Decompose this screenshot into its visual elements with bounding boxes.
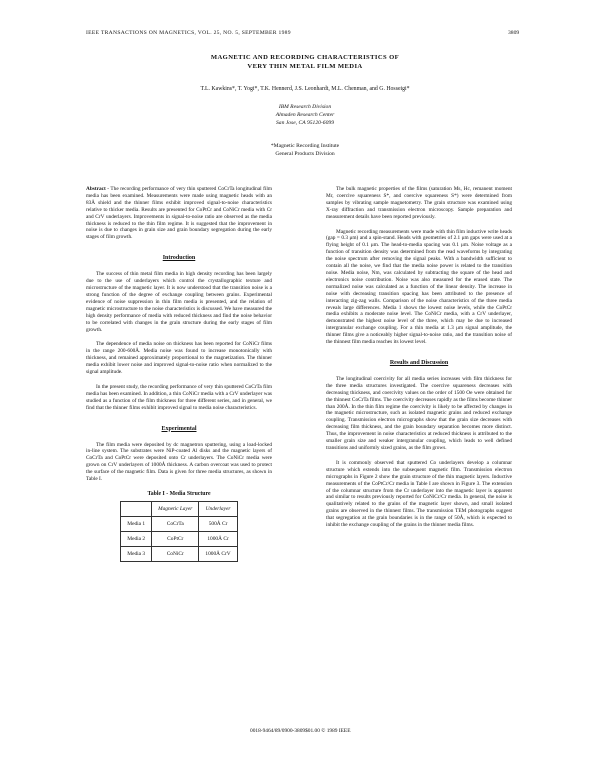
body-paragraph: The longitudinal coercivity for all media series increases with film thickness for the three media structures investigated. The coercive squareness decreases with decreasing thickness, and coercivity values on the order of 1500 Oe were obtained for the thinnest CoCrTa films. The coercivity decreases rapidly as the films become thinner than 200Å. In the thin film regime the coercivity is likely to be affected by changes in the magnetic microstructure, such as isolated magnetic grains and reduced exchange coupling. Transmission electron micrographs show that the grain size decreases with decreasing film thickness, and the grain boundary separation becomes more distinct. Thus, the improvement in noise characteristics at reduced thickness is attributed to the smaller grain size and weaker intergranular coupling, which leads to well defined transitions and uniformly sized grains, as the film grows.	[326, 375, 512, 451]
body-paragraph: The film media were deposited by dc magnetron sputtering, using a load-locked in-line system. The substrates were NiP-coated Al disks and the magnetic layers of CoCrTa and CoPtCr were deposited onto Cr underlayers. The CoNiCr media were grown on CrV underlayers of 1000Å thickness. A carbon overcoat was used to protect the surface of the magnetic film. Data is given for three media structures, as shown in Table I.	[86, 441, 272, 483]
affiliation-line: *Magnetic Recording Institute	[270, 143, 340, 149]
table-row	[121, 547, 237, 562]
page-number: 3809	[508, 30, 520, 36]
author-list: T.L. Kawkins*, T. Yogi*, T.K. Hennerd, J.S. Leonhardt, M.L. Chenman, and G. Hosseigi*	[200, 86, 410, 92]
paper-title-line-2: VERY THIN METAL FILM MEDIA	[247, 63, 363, 70]
table-cell: 1000Å Cr	[199, 532, 237, 547]
table-cell: Media 2	[121, 532, 152, 547]
table-cell: CoCrTa	[152, 517, 199, 532]
abstract-text: - The recording performance of very thin sputtered CoCrTa longitudinal film media has been examined. Measurements were made using magnetic heads with an 83Å shield and the thinner films exhibit improved signal-to-noise characteristics relative to thicker media. Results are presented for CoPtCr and CoNiCr media with Cr and CrV underlayers. Improvements in signal-to-noise ratio are observed as the media thickness is reduced to the thin film regime. It is suggested that the improvement in noise is due to changes in grain size and grain boundary segregation during the early stages of film growth.	[86, 186, 272, 241]
section-heading-experimental: Experimental	[161, 425, 197, 432]
table-row	[121, 517, 237, 532]
table-caption: Table I - Media Structure	[147, 491, 211, 497]
table-cell: 1000Å CrV	[199, 547, 237, 562]
body-paragraph: In the present study, the recording performance of very thin sputtered CoCrTa film media has been examined. In addition, a thin CoNiCr media with a CrV underlayer was studied as a function of the film thickness for three different series, and in general, we find that the thinner films exhibit improved signal to media noise characteristics.	[86, 383, 272, 411]
left-column	[86, 186, 272, 562]
table-header-cell: Underlayer	[199, 502, 237, 517]
section-heading-results: Results and Discussion	[389, 359, 449, 366]
body-paragraph: The bulk magnetic properties of the films (saturation Ms, Hc, remanent moment Mr, coercive squareness S*, and coercive squareness S*) were determined from samples by vibrating sample magnetometry. The grain structure was examined using X-ray diffraction and transmission electron microscopy. Sample preparation and measurement details have been reported previously.	[326, 186, 512, 220]
table-cell: CoNiCr	[152, 547, 199, 562]
table-cell: Media 1	[121, 517, 152, 532]
body-paragraph: Magnetic recording measurements were made with thin film inductive write heads (gap = 0.3 μm) and a spin-stand. Heads with geometries of 2.1 μm gaps were used at a flying height of 0.1 μm. The head-to-media spacing was 0.1 μm. Noise voltage as a function of transition density was determined from the read waveforms by integrating the noise spectrum after removing the signal peaks. With a bandwidth sufficient to contain all the noise, we find that the media noise power is related to the transition noise. Media noise, Nm, was calculated by subtracting the square of the head and electronics noise contribution. Noise was also measured for the erased state. The normalized noise was calculated as a function of the linear density. The increase in noise with decreasing transition spacing has been attributed to the presence of interacting zig-zag walls. Comparison of the noise characteristics of the three media reveals large differences. Media 1 shows the lowest noise levels, while the CoPtCr media exhibits a moderate noise level. The CoNiCr media, with a CrV underlayer, demonstrated the highest noise level of the three, which may be due to increased intergranular exchange coupling. For a thin media at 1.3 μm signal amplitude, the thinner films give a noticeably higher signal-to-noise ratio, and the transition noise of the thinnest film media reaches its lowest level.	[326, 228, 512, 346]
media-structure-table	[120, 501, 237, 562]
body-paragraph: It is commonly observed that sputtered Co underlayers develop a columnar structure which extends into the subsequent magnetic film. Transmission electron micrographs in Figure 2 show the grain structure of the thin magnetic layers. Inductive measurements of the CoPtCr/Cr media in Table I are shown in Figure 3. The extension of the columnar structure from the Cr underlayer into the magnetic layer is apparent and similar to results previously reported for CoNiCr/Cr media. In general, the noise is qualitatively related to the grains of the magnetic layer shown, and small isolated grains are observed in the thinnest films. The transmission TEM photographs suggest that segregation at the grain boundaries is in the range of 50Å, which is expected to inhibit the exchange coupling of the grains in the thinner media films.	[326, 459, 512, 529]
table-header-row	[121, 502, 237, 517]
affiliation-line: San Jose, CA 95120-6099	[275, 120, 334, 126]
table-row	[121, 532, 237, 547]
body-paragraph: The dependence of media noise on thickness has been reported for CoNiCr films in the range 200-600Å. Media noise was found to increase monotonically with thickness, and remained approximately proportional to the magnetization. The thinner media exhibit lower noise and improved signal-to-noise ratio when normalized to the signal amplitude.	[86, 341, 272, 376]
affiliation-line: Almaden Research Center	[275, 112, 335, 118]
abstract	[86, 186, 272, 241]
table-cell: CoPtCr	[152, 532, 199, 547]
journal-header: IEEE TRANSACTIONS ON MAGNETICS, VOL. 25, NO. 5, SEPTEMBER 1989	[86, 30, 291, 36]
table-cell: 500Å Cr	[199, 517, 237, 532]
body-paragraph: The success of thin metal film media in high density recording has been largely due to the use of underlayers which control the crystallographic texture and microstructure of the magnetic layer. It is now understood that the transition noise is a strong function of the degree of exchange coupling between grains. Experimental evidence of noise suppression in thin film media is presented, and the relation of magnetic microstructure to the noise characteristics is discussed. We have measured the high density performance of media with reduced thickness and find the noise behavior to be correlated with changes in the grain structure during the early stages of film growth.	[86, 271, 272, 333]
affiliation-line: General Products Division	[275, 151, 335, 157]
table-header-cell: Magnetic Layer	[152, 502, 199, 517]
right-column	[326, 186, 512, 537]
table-cell: Media 3	[121, 547, 152, 562]
affiliation-line: IBM Research Division	[278, 104, 332, 110]
table-header-cell	[121, 502, 152, 517]
section-heading-introduction: Introduction	[162, 255, 196, 262]
copyright-footer: 0018-9464/89/0900-3809$01.00 © 1989 IEEE	[250, 728, 351, 734]
paper-title-line-1: MAGNETIC AND RECORDING CHARACTERISTICS OF	[210, 54, 400, 61]
abstract-label: Abstract	[86, 186, 106, 192]
